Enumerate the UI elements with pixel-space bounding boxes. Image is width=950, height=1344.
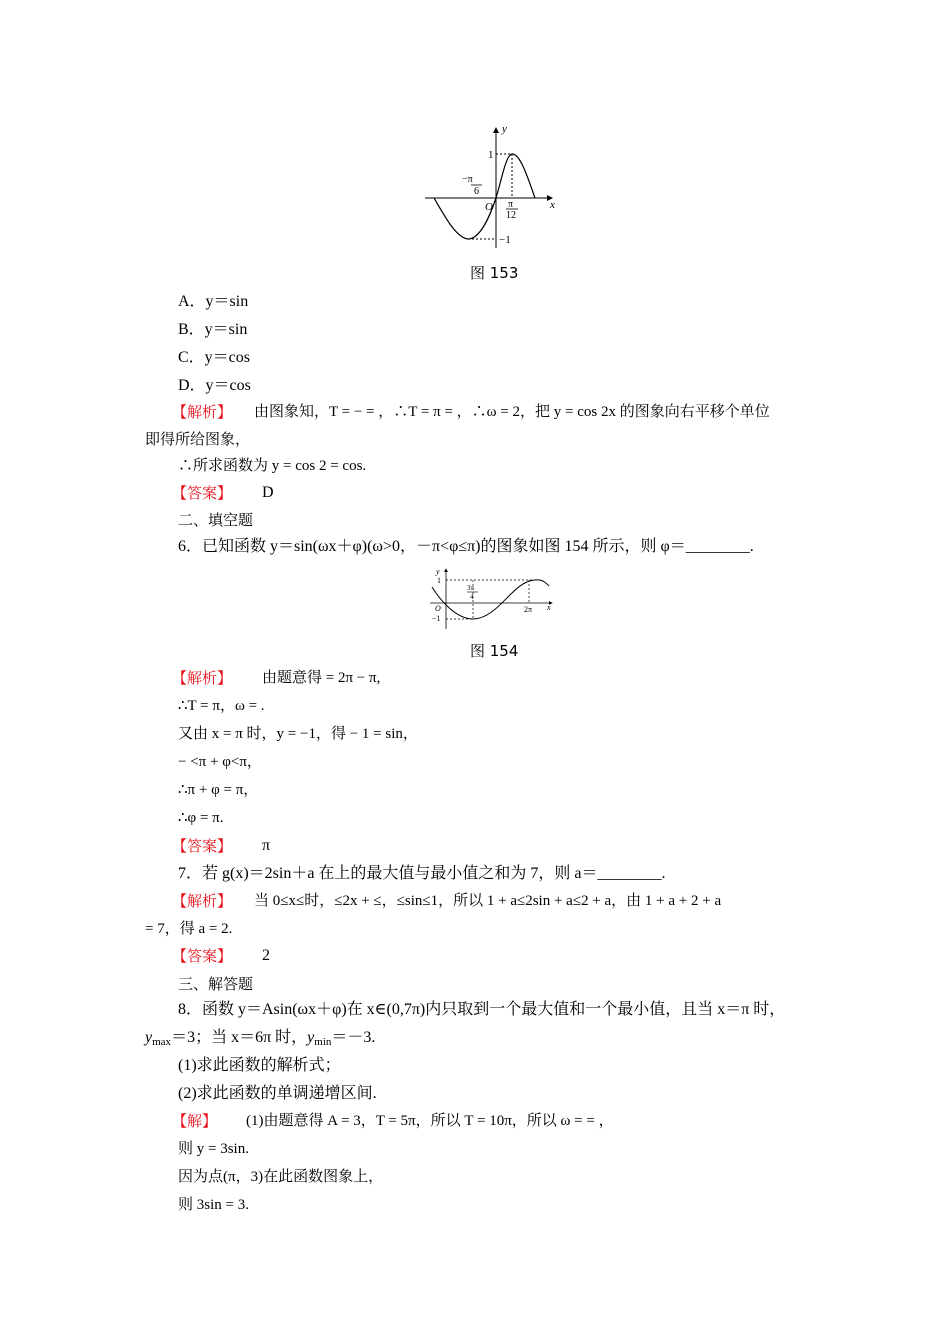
jie-tag: 【解】 <box>172 1112 218 1130</box>
origin-label: O <box>485 201 493 213</box>
q7-answer: 2 <box>262 947 270 964</box>
jiexi-tag: 【解析】 <box>172 892 233 910</box>
tick-3pi: 3π <box>467 584 475 592</box>
tick-one: 1 <box>437 576 441 585</box>
tick-2pi: 2π <box>524 605 533 614</box>
answer-tag: 【答案】 <box>172 837 233 855</box>
jiexi-tag: 【解析】 <box>172 669 233 687</box>
x-label: x <box>550 199 555 211</box>
origin-label: O <box>435 604 441 613</box>
option-b: B．y＝sin <box>178 321 248 338</box>
q8-stem-line2 <box>145 1028 375 1052</box>
q6-jiexi-line4: − <π + φ<π， <box>178 754 262 770</box>
q6-jiexi-line2: ∴T = π，ω = . <box>178 698 265 714</box>
figure-153 <box>420 120 565 255</box>
y-label: y <box>502 123 507 135</box>
q5-jiexi-line3: ∴所求函数为 y = cos 2 = cos. <box>178 458 367 474</box>
tick-pi: π <box>508 199 514 210</box>
q8-sol-line1: (1)由题意得 A = 3，T = 5π，所以 T = 10π，所以 ω = = ， <box>246 1113 614 1129</box>
q7-jiexi-line2: = 7，得 a = 2. <box>145 921 233 937</box>
q5-jiexi-line1: 由图象知，T = − = ，∴T = π = ，∴ω = 2，把 y = cos 2x 的图象向右平移个单位 <box>254 404 770 420</box>
section-heading-solutions: 三、解答题 <box>178 975 254 993</box>
q8-sol-line3: 因为点(π，3)在此函数图象上， <box>178 1169 384 1185</box>
figure-154-caption: 图 154 <box>470 642 519 660</box>
option-d: D．y＝cos <box>178 377 251 394</box>
q7-jiexi-line1: 当 0≤x≤时，≤2x + ≤，≤sin≤1，所以 1 + a≤2sin + a≤2 + a，由 1 + a + 2 + a <box>254 893 722 909</box>
q6-stem: 6．已知函数 y＝sin(ωx＋φ)(ω>0，－π<φ≤π)的图象如图 154 所示，则 φ＝________. <box>178 538 754 555</box>
tick-six: 6 <box>474 186 479 197</box>
q8-stem-line1: 8．函数 y＝Asin(ωx＋φ)在 x∈(0,7π)内只取到一个最大值和一个最小值，且当 x＝π 时， <box>178 1001 786 1018</box>
q5-answer: D <box>262 484 274 501</box>
q7-stem: 7．若 g(x)＝2sin＋a 在上的最大值与最小值之和为 7，则 a＝________. <box>178 865 666 882</box>
q5-jiexi-line2: 即得所给图象， <box>145 432 251 448</box>
tick-twelve: 12 <box>506 210 516 221</box>
tick-neg-one: −1 <box>432 614 441 623</box>
sine-curve <box>434 154 535 239</box>
tick-one: 1 <box>488 149 494 161</box>
q8-sol-line2: 则 y = 3sin. <box>178 1141 249 1157</box>
figure-153-caption: 图 153 <box>470 264 519 282</box>
sub-max: max <box>152 1036 172 1048</box>
answer-tag: 【答案】 <box>172 947 233 965</box>
q8-part2: (2)求此函数的单调递增区间. <box>178 1085 377 1102</box>
tick-neg-pi: −π <box>462 174 473 185</box>
jiexi-tag: 【解析】 <box>172 403 233 421</box>
q8-part1: (1)求此函数的解析式； <box>178 1057 341 1074</box>
q6-jiexi-line6: ∴φ = π. <box>178 810 224 826</box>
option-c: C．y＝cos <box>178 349 251 366</box>
answer-tag: 【答案】 <box>172 484 233 502</box>
tick-neg-one: −1 <box>499 234 511 246</box>
q8-sol-line4: 则 3sin = 3. <box>178 1197 249 1213</box>
q6-jiexi-line1: 由题意得 = 2π − π, <box>262 670 381 686</box>
figure-154 <box>418 565 558 633</box>
q8-line2-part1: ＝3；当 x＝6π 时， <box>171 1029 308 1046</box>
option-a: A．y＝sin <box>178 293 249 310</box>
q6-answer: π <box>262 837 271 854</box>
sub-min: min <box>314 1036 332 1048</box>
x-label: x <box>547 603 551 612</box>
section-heading-fill-blank: 二、填空题 <box>178 511 254 529</box>
y-label: y <box>436 567 440 576</box>
q6-jiexi-line3: 又由 x = π 时，y = −1，得 − 1 = sin， <box>178 726 418 742</box>
y-symbol: y <box>307 1029 315 1046</box>
q8-line2-part2: ＝－3. <box>331 1029 376 1046</box>
tick-four: 4 <box>470 593 474 601</box>
y-symbol: y <box>145 1029 153 1046</box>
q6-jiexi-line5: ∴π + φ = π， <box>178 782 259 798</box>
